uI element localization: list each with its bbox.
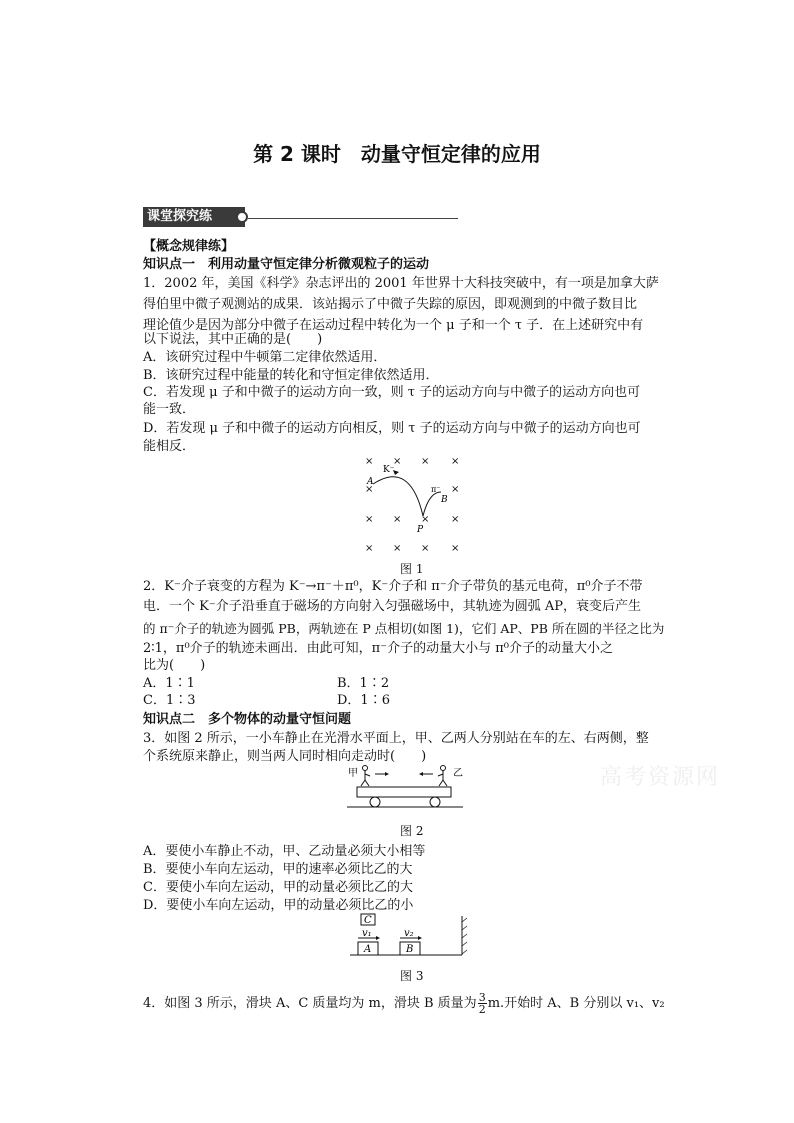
q1-option: C．若发现 μ 子和中微子的运动方向一致，则 τ 子的运动方向与中微子的运动方向也可	[143, 385, 641, 400]
q4-line	[143, 992, 665, 1015]
badge-rule	[248, 218, 458, 219]
label-b: B	[406, 944, 414, 955]
q3-option: A．要使小车静止不动，甲、乙动量必须大小相等	[143, 844, 426, 859]
label-a: A	[364, 944, 372, 955]
fraction-numerator: 3	[478, 991, 486, 1004]
q3-option: D．要使小车向左运动，甲的动量必须比乙的小	[143, 898, 414, 913]
cart-body	[357, 787, 451, 797]
q4-text-pre: 4．如图 3 所示，滑块 A、C 质量均为 m，滑块 B 质量为	[143, 996, 477, 1011]
q2-line: 比为( )	[143, 658, 206, 673]
q4-fraction	[478, 992, 487, 1015]
q2-line: 电．一个 K⁻介子沿垂直于磁场的方向射入匀强磁场中，其轨迹为圆弧 AP，衰变后产生	[143, 599, 641, 614]
svg-text:×: ×	[393, 514, 402, 525]
svg-text:×: ×	[393, 543, 402, 554]
label-yi: 乙	[453, 768, 463, 779]
q3-line: 个系统原来静止，则当两人同时相向走动时( )	[143, 749, 427, 764]
svg-text:×: ×	[451, 543, 460, 554]
q3-option: C．要使小车向左运动，甲的动量必须比乙的大	[143, 880, 413, 895]
wheel-right	[430, 797, 440, 807]
page-title: 第 2 课时 动量守恒定律的应用	[253, 142, 541, 166]
figure-3-blocks	[348, 912, 470, 962]
svg-text:×: ×	[451, 484, 460, 495]
svg-text:×: ×	[421, 514, 430, 525]
q2-option: B．1∶2	[337, 676, 390, 691]
knowledge-point-1: 知识点一 利用动量守恒定律分析微观粒子的运动	[143, 257, 430, 272]
label-b: B	[441, 495, 448, 505]
svg-text:×: ×	[421, 456, 430, 467]
q1-line: 以下说法，其中正确的是( )	[143, 332, 323, 347]
q2-option: C．1∶3	[143, 693, 196, 708]
label-v2: v₂	[404, 928, 414, 939]
q2-option: D．1∶6	[337, 693, 390, 708]
q3-line: 3．如图 2 所示，一小车静止在光滑水平面上，甲、乙两人分别站在车的左、右两侧，整	[143, 731, 649, 746]
label-a: A	[367, 477, 374, 487]
svg-text:×: ×	[365, 456, 374, 467]
q1-line: 1．2002 年，美国《科学》杂志评出的 2001 年世界十大科技突破中，有一项是加拿大萨	[143, 276, 659, 291]
label-p: P	[417, 525, 424, 535]
knowledge-point-2: 知识点二 多个物体的动量守恒问题	[143, 712, 352, 727]
arc-pb	[423, 492, 441, 516]
svg-text:×: ×	[393, 456, 402, 467]
svg-text:×: ×	[365, 543, 374, 554]
svg-text:×: ×	[365, 514, 374, 525]
label-pi: π⁻	[431, 485, 441, 494]
q1-option: B．该研究过程中能量的转化和守恒定律依然适用．	[143, 368, 439, 383]
label-k: K⁻	[383, 465, 395, 475]
q2-line: 2．K⁻介子衰变的方程为 K⁻→π⁻＋π⁰，K⁻介子和 π⁻介子带负的基元电荷，π⁰介子不带	[143, 579, 643, 594]
label-v1: v₁	[362, 928, 372, 939]
figure-1-magnetic-field	[355, 450, 475, 560]
wheel-left	[370, 797, 380, 807]
q4-text-post: m.开始时 A、B 分别以 v₁、v₂	[487, 996, 665, 1011]
q1-option: D．若发现 μ 子和中微子的运动方向相反，则 τ 子的运动方向与中微子的运动方向也可	[143, 421, 641, 436]
wall-hatch	[462, 918, 467, 954]
q2-line: 2∶1，π⁰介子的轨迹未画出．由此可知，π⁻介子的动量大小与 π⁰介子的动量大小之	[143, 641, 613, 656]
q3-option: B．要使小车向左运动，甲的速率必须比乙的大	[143, 862, 413, 877]
section-heading: 【概念规律练】	[143, 239, 235, 254]
svg-text:×: ×	[365, 484, 374, 495]
q1-line: 得伯里中微子观测站的成果．该站揭示了中微子失踪的原因，即观测到的中微子数目比	[143, 297, 638, 312]
q1-option: 能一致．	[143, 402, 196, 417]
label-c: C	[364, 915, 372, 926]
fraction-denominator: 2	[478, 1003, 486, 1016]
person-left-icon	[361, 766, 370, 787]
arc-ap	[373, 477, 423, 516]
svg-text:×: ×	[451, 514, 460, 525]
figure-3-caption: 图 3	[400, 969, 424, 983]
q2-line: 的 π⁻介子的轨迹为圆弧 PB，两轨迹在 P 点相切(如图 1)，它们 AP、PB 所在圆的半径之比为	[143, 621, 665, 636]
svg-text:×: ×	[451, 456, 460, 467]
figure-2-cart	[345, 762, 465, 812]
svg-text:×: ×	[421, 543, 430, 554]
q1-option: 能相反．	[143, 439, 196, 454]
figure-2-caption: 图 2	[400, 824, 424, 838]
section-badge: 课堂探究练	[143, 207, 245, 227]
figure-1-caption: 图 1	[400, 562, 424, 576]
q1-option: A．该研究过程中牛顿第二定律依然适用．	[143, 350, 387, 365]
person-right-icon	[438, 766, 447, 787]
q1-line: 理论值少是因为部分中微子在运动过程中转化为一个 μ 子和一个 τ 子．在上述研究中有	[143, 318, 644, 333]
watermark: 高考资源网	[600, 765, 721, 790]
badge-dot	[236, 211, 248, 223]
label-jia: 甲	[348, 768, 358, 779]
field-crosses	[365, 456, 459, 554]
q2-option: A．1∶1	[143, 676, 195, 691]
